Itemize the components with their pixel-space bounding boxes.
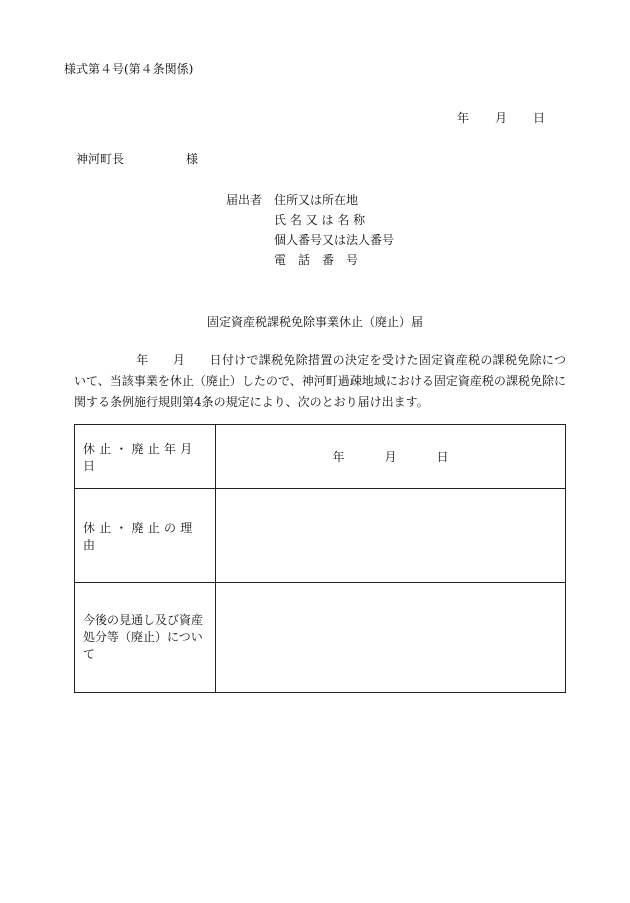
- notification-table: [74, 424, 566, 693]
- date-day-label: 日: [533, 111, 546, 125]
- suspension-date-value[interactable]: [216, 425, 566, 489]
- outlook-value[interactable]: [216, 583, 566, 693]
- suspension-reason-label: 休止・廃止の理由: [75, 489, 216, 583]
- submission-date: [457, 111, 545, 126]
- addressee: [76, 152, 198, 167]
- date-month-label: 月: [495, 111, 508, 125]
- table-row: [75, 489, 566, 583]
- outlook-label: 今後の見通し及び資産処分等（廃止）について: [75, 583, 216, 693]
- filer-id-number-field: 個人番号又は法人番号: [274, 233, 395, 247]
- form-number: 様式第４号(第４条関係): [64, 62, 194, 76]
- body-text: 日付けで課税免除措置の決定を受けた固定資産税の課税免除について、当該事業を休止（廃止）したので、神河町過疎地域における固定資産税の課税免除に関する条例施行規則第4条の規定により、次のとおり届け出ます。: [74, 353, 566, 409]
- body-year-label: 年: [136, 353, 149, 367]
- suspension-date-label: 休止・廃止年月日: [75, 425, 216, 489]
- table-row: [75, 425, 566, 489]
- filer-name-field: 氏 名 又 は 名 称: [274, 213, 366, 227]
- date-year-label: 年: [457, 111, 470, 125]
- addressee-honorific: 様: [186, 152, 199, 166]
- table-day-label: 日: [436, 450, 449, 464]
- table-row: [75, 583, 566, 693]
- suspension-reason-value[interactable]: [216, 489, 566, 583]
- filer-address-field: 住所又は所在地: [274, 193, 359, 207]
- addressee-name: 神河町長: [76, 152, 125, 166]
- body-paragraph: [74, 350, 566, 413]
- table-month-label: 月: [384, 450, 397, 464]
- filer-label: 届出者: [226, 193, 263, 207]
- filer-phone-field: 電 話 番 号: [274, 253, 359, 267]
- table-year-label: 年: [332, 450, 345, 464]
- document-title: 固定資産税課税免除事業休止（廃止）届: [206, 315, 423, 329]
- body-month-label: 月: [172, 353, 186, 367]
